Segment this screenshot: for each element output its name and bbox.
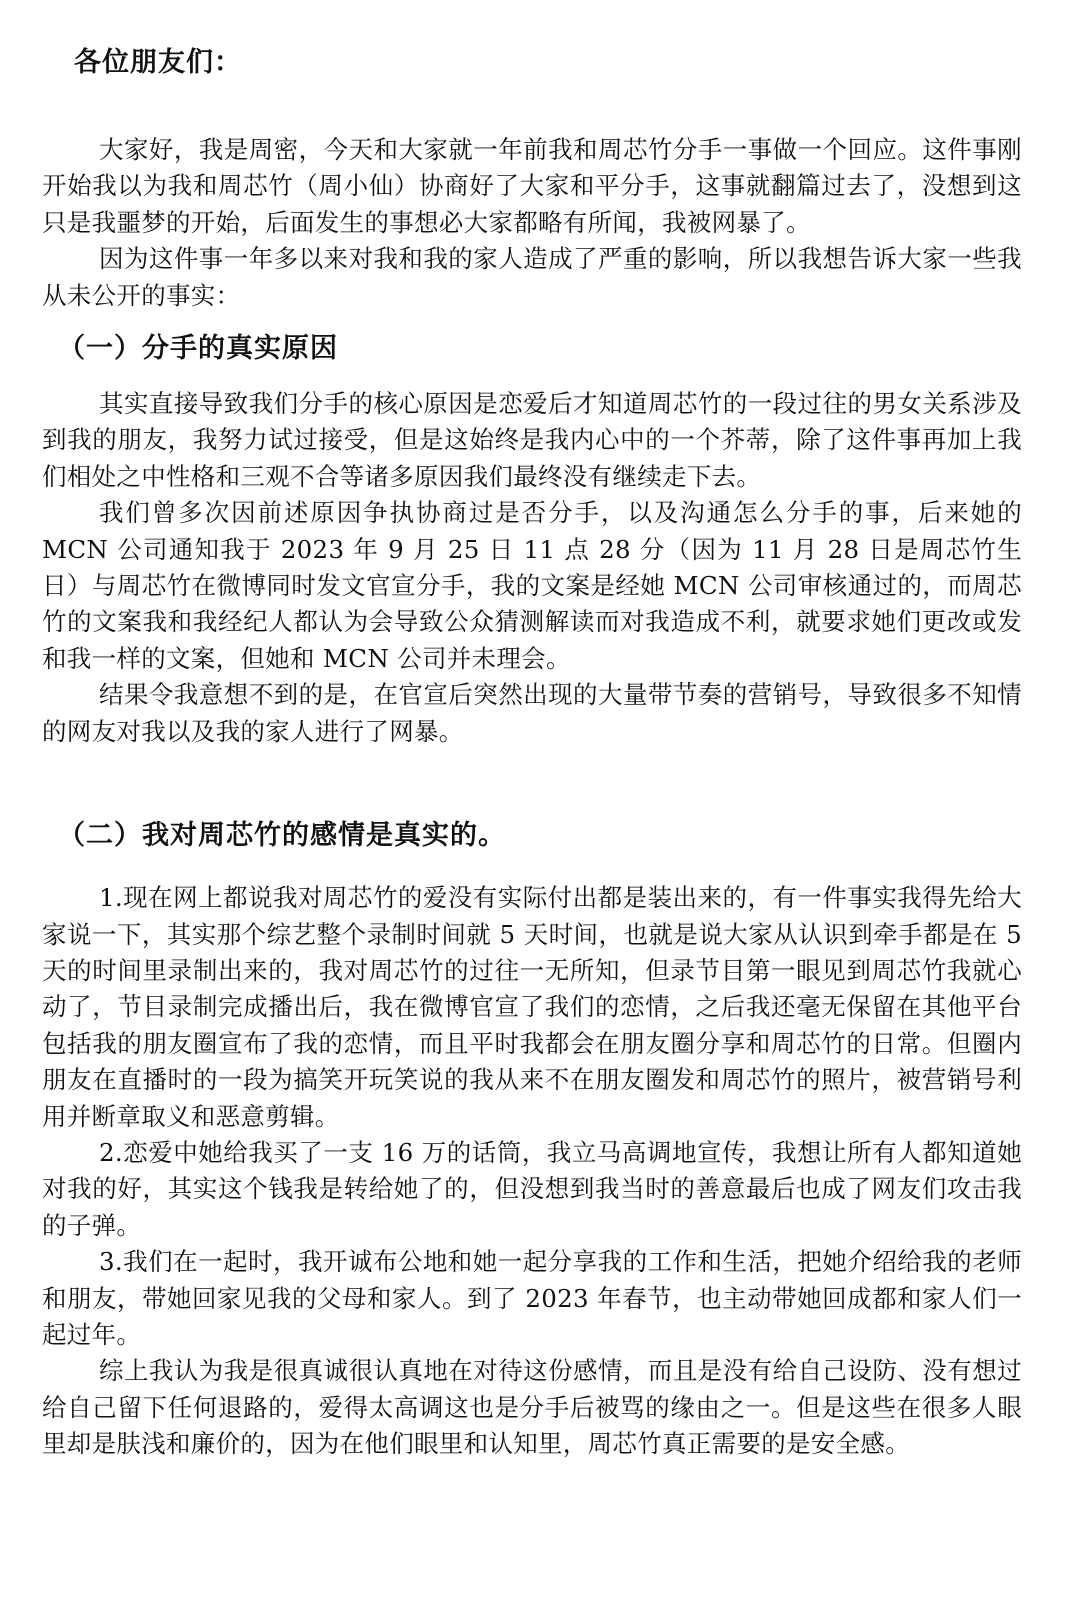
section-2-paragraph-4: 综上我认为我是很真诚很认真地在对待这份感情，而且是没有给自己设防、没有想过给自己留下任何退路的，爱得太高调这也是分手后被骂的缘由之一。但是这些在很多人眼里却是肤浅和廉价的，因为在他们眼里和认知里，周芯竹真正需要的是安全感。: [42, 1356, 1022, 1459]
section-1-paragraph-1: 其实直接导致我们分手的核心原因是恋爱后才知道周芯竹的一段过往的男女关系涉及到我的朋友，我努力试过接受，但是这始终是我内心中的一个芥蒂，除了这件事再加上我们相处之中性格和三观不合等诸多原因我们最终没有继续走下去。: [42, 389, 1022, 491]
intro-paragraph-2: 因为这件事一年多以来对我和我的家人造成了严重的影响，所以我想告诉大家一些我从未公开的事实：: [42, 244, 1022, 310]
spacer: [42, 86, 1022, 132]
section-2-heading: （二）我对周芯竹的感情是真实的。: [58, 820, 506, 852]
section-2-paragraph-1: 1.现在网上都说我对周芯竹的爱没有实际付出都是装出来的，有一件事实我得先给大家说一下，其实那个综艺整个录制时间就 5 天时间，也就是说大家从认识到牵手都是在 5 天的时间里录制出来的，我对周芯竹的过往一无所知，但录节目第一眼见到周芯竹我就心动了，节目录制完成播出后，我在微博官宣了我们的恋情，之后我还毫无保留在其他平台包括我的朋友圈宣布了我的恋情，而且平时我都会在朋友圈分享和周芯竹的日常。但圈内朋友在直播时的一段为搞笑开玩笑说的我从来不在朋友圈发和周芯竹的照片，被营销号利用并断章取义和恶意剪辑。: [42, 883, 1022, 1131]
section-1-paragraph-2: 我们曾多次因前述原因争执协商过是否分手，以及沟通怎么分手的事，后来她的 MCN 公司通知我于 2023 年 9 月 25 日 11 点 28 分（因为 11 月 28 日是周芯竹生日）与周芯竹在微博同时发文官宣分手，我的文案是经她 MCN 公司审核通过的，而周芯竹的文案我和我经纪人都认为会导致公众猜测解读而对我造成不利，就要求她们更改或发和我一样的文案，但她和 MCN 公司并未理会。: [42, 498, 1022, 673]
section-1-heading: （一）分手的真实原因: [58, 333, 338, 365]
section-2-paragraph-2: 2.恋爱中她给我买了一支 16 万的话筒，我立马高调地宣传，我想让所有人都知道她对我的好，其实这个钱我是转给她了的，但没想到我当时的善意最后也成了网友们攻击我的子弹。: [42, 1137, 1022, 1240]
salutation: 各位朋友们：: [74, 47, 242, 78]
section-1-paragraph-3: 结果令我意想不到的是，在官宣后突然出现的大量带节奏的营销号，导致很多不知情的网友对我以及我的家人进行了网暴。: [42, 680, 1022, 746]
spacer: [42, 750, 1022, 806]
section-2-paragraph-3: 3.我们在一起时，我开诚布公地和她一起分享我的工作和生活，把她介绍给我的老师和朋友，带她回家见我的父母和家人。到了 2023 年春节，也主动带她回成都和家人们一起过年。: [42, 1247, 1022, 1349]
intro-paragraph-1: 大家好，我是周密，今天和大家就一年前我和周芯竹分手一事做一个回应。这件事刚开始我以为我和周芯竹（周小仙）协商好了大家和平分手，这事就翻篇过去了，没想到这只是我噩梦的开始，后面发生的事想必大家都略有所闻，我被网暴了。: [42, 135, 1022, 237]
